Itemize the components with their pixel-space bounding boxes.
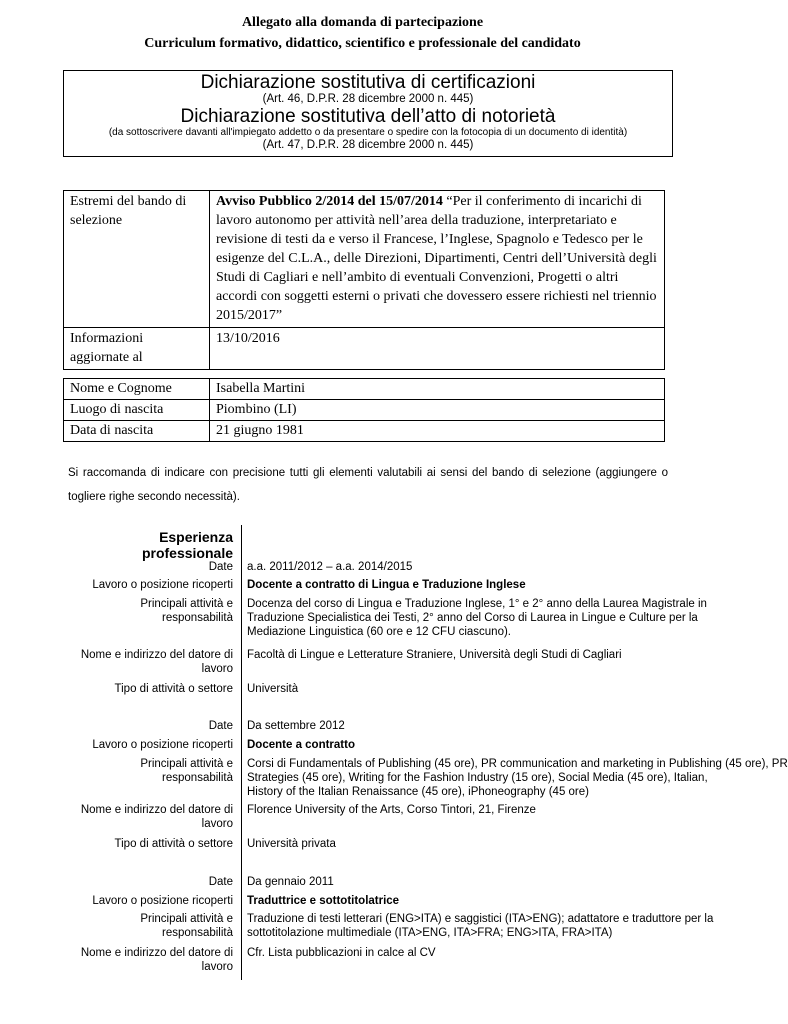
birthplace-value: Piombino (LI) xyxy=(210,400,665,421)
entry-1-position: Docente a contratto di Lingua e Traduzione Inglese xyxy=(247,579,526,591)
section-title-experience: Esperienza professionale xyxy=(141,529,233,561)
info-updated-label: Informazioni aggiornate al xyxy=(64,328,210,370)
entry-3-position: Traduttrice e sottotitolatrice xyxy=(247,895,400,907)
entry-2-position: Docente a contratto xyxy=(247,739,355,751)
entry-1-sector: Università xyxy=(247,683,299,695)
declaration-box xyxy=(63,70,673,157)
label-position: Lavoro o posizione ricoperti xyxy=(92,579,233,591)
label-sector: Tipo di attività o settore xyxy=(114,838,233,850)
label-employer: Nome e indirizzo del datore di lavoro xyxy=(80,649,233,675)
declaration-reference-art47: (Art. 47, D.P.R. 28 dicembre 2000 n. 445) xyxy=(262,139,474,151)
table-row xyxy=(64,379,665,400)
info-updated-value: 13/10/2016 xyxy=(210,328,665,370)
entry-2-date: Da settembre 2012 xyxy=(247,720,345,732)
name-value: Isabella Martini xyxy=(210,379,665,400)
table-row xyxy=(64,328,665,370)
table-row xyxy=(64,191,665,328)
bando-notice-text: “Per il conferimento di incarichi di lavoro autonomo per attività nell’area della traduzione, interpretariato e revisione di testi da e verso il Francese, l’Inglese, Spagnolo e Tedesco per le esigenze del C.L.A., delle Direzioni, Dipartimenti, Centri dell’Università degli Studi di Cagliari e nell’ambito di eventuali Convenzioni, Progetti o altri accordi con soggetti esterni o privati che dovessero essere richiesti nel triennio 2015/2017” xyxy=(216,194,657,323)
entry-2-activities-line-3: History of the Italian Renaissance (45 ore), iPhoneography (45 ore) xyxy=(247,786,589,798)
name-label: Nome e Cognome xyxy=(64,379,210,400)
table-row xyxy=(64,400,665,421)
entry-1-date: a.a. 2011/2012 – a.a. 2014/2015 xyxy=(247,561,413,573)
declaration-reference-art46: (Art. 46, D.P.R. 28 dicembre 2000 n. 445) xyxy=(262,93,474,105)
birthplace-label: Luogo di nascita xyxy=(64,400,210,421)
entry-1-activities: Docenza del corso di Lingua e Traduzione Inglese, 1° e 2° anno della Laurea Magistrale in Traduzione Specialistica dei Testi, 2° anno del Corso di Laurea in Lingue e Culture per la Mediazione Linguistica (60 ore e 12 CFU ciascuno). xyxy=(247,598,707,638)
curriculum-title: Curriculum formativo, didattico, scientifico e professionale del candidato xyxy=(144,36,581,51)
label-employer: Nome e indirizzo del datore di lavoro xyxy=(80,804,233,830)
entry-1-employer: Facoltà di Lingue e Letterature Straniere, Università degli Studi di Cagliari xyxy=(247,649,622,661)
label-employer: Nome e indirizzo del datore di lavoro xyxy=(80,947,233,973)
label-activities: Principali attività e responsabilità xyxy=(140,758,233,784)
section-divider xyxy=(241,525,242,980)
declaration-signing-note: (da sottoscrivere davanti all'impiegato addetto o da presentare o spedire con la fotocopia di un documento di identità) xyxy=(108,127,628,138)
label-date: Date xyxy=(208,720,233,732)
label-position: Lavoro o posizione ricoperti xyxy=(92,895,233,907)
birthdate-value: 21 giugno 1981 xyxy=(210,421,665,442)
entry-2-activities-line-2: Strategies (45 ore), Writing for the Fashion Industry (15 ore), Social Media (45 ore), Italian, xyxy=(247,772,708,784)
declaration-title-notoriety: Dichiarazione sostitutiva dell’atto di notorietà xyxy=(180,106,556,127)
label-activities: Principali attività e responsabilità xyxy=(140,598,233,624)
entry-3-employer: Cfr. Lista pubblicazioni in calce al CV xyxy=(247,947,436,959)
label-position: Lavoro o posizione ricoperti xyxy=(92,739,233,751)
table-row xyxy=(64,421,665,442)
entry-2-employer: Florence University of the Arts, Corso Tintori, 21, Firenze xyxy=(247,804,536,816)
personal-data-table xyxy=(63,378,665,442)
annex-title: Allegato alla domanda di partecipazione xyxy=(241,15,484,30)
label-sector: Tipo di attività o settore xyxy=(114,683,233,695)
bando-notice-id: Avviso Pubblico 2/2014 del 15/07/2014 xyxy=(216,194,443,209)
recommendation-note: Si raccomanda di indicare con precisione tutti gli elementi valutabili ai sensi del bando di selezione (aggiungere o togliere righe secondo necessità). xyxy=(68,467,668,503)
bando-value xyxy=(210,191,665,328)
bando-label: Estremi del bando di selezione xyxy=(64,191,210,328)
birthdate-label: Data di nascita xyxy=(64,421,210,442)
entry-2-activities-line-1: Corsi di Fundamentals of Publishing (45 ore), PR communication and marketing in Publishing (45 ore), PR xyxy=(247,758,788,770)
declaration-title-certifications: Dichiarazione sostitutiva di certificazioni xyxy=(200,72,536,93)
entry-3-date: Da gennaio 2011 xyxy=(247,876,334,888)
label-date: Date xyxy=(208,561,233,573)
label-date: Date xyxy=(208,876,233,888)
entry-2-sector: Università privata xyxy=(247,838,336,850)
entry-3-activities: Traduzione di testi letterari (ENG>ITA) e saggistici (ITA>ENG); adattatore e traduttore per la sottotitolazione multimediale (ITA>ENG, ITA>FRA; ENG>ITA, FRA>ITA) xyxy=(247,913,714,939)
label-activities: Principali attività e responsabilità xyxy=(140,913,233,939)
call-for-selection-table xyxy=(63,190,665,370)
